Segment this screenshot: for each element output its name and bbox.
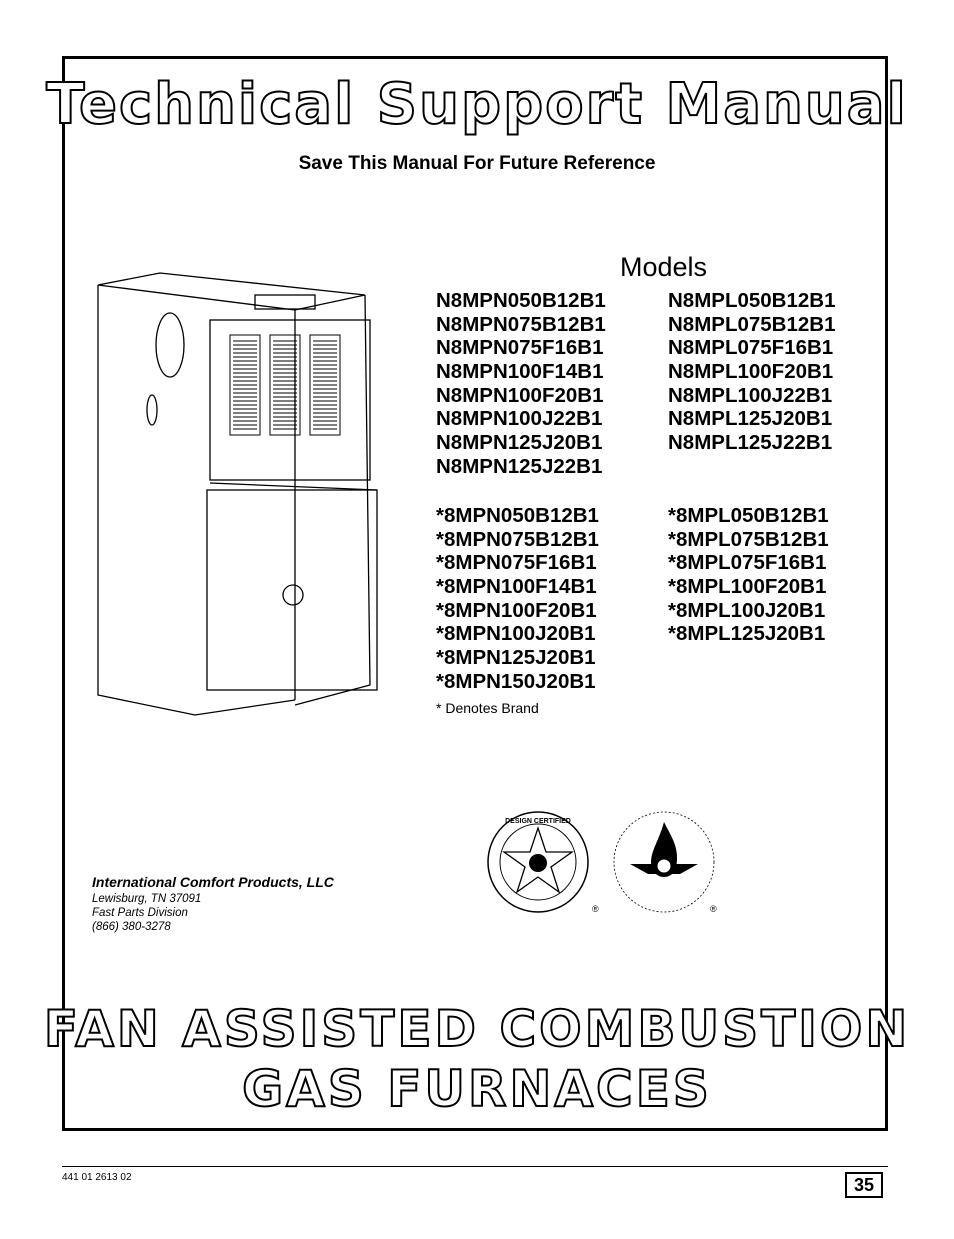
model-item: *8MPN125J20B1 (436, 646, 596, 670)
model-item: N8MPN075B12B1 (436, 312, 606, 336)
company-city: Lewisburg, TN 37091 (92, 893, 202, 905)
model-item: *8MPL075F16B1 (668, 551, 827, 575)
models-list-star-left (436, 504, 599, 694)
model-item: *8MPL050B12B1 (668, 504, 829, 527)
model-item: *8MPL100F20B1 (668, 575, 827, 599)
furnace-illustration (90, 265, 380, 725)
brand-note: * Denotes Brand (436, 700, 539, 716)
model-item: N8MPN100F14B1 (436, 360, 604, 384)
model-item: N8MPN125J22B1 (436, 454, 603, 478)
model-item: N8MPL050B12B1 (668, 289, 836, 312)
document-number: 441 01 2613 02 (62, 1172, 132, 1183)
model-item: *8MPN100F20B1 (436, 598, 597, 622)
models-list-n-right (668, 289, 836, 455)
model-item: N8MPN100J22B1 (436, 407, 603, 431)
flame-seal (610, 808, 720, 918)
bottom-title-line2: GAS FURNACES (242, 1060, 712, 1118)
company-name: International Comfort Products, LLC (92, 874, 334, 890)
model-item: *8MPN075F16B1 (436, 551, 597, 575)
model-item: *8MPN100F14B1 (436, 575, 597, 599)
registered-mark: ® (592, 904, 599, 914)
model-item: *8MPL100J20B1 (668, 598, 826, 622)
page-number: 35 (845, 1172, 883, 1198)
registered-mark: ® (710, 904, 717, 914)
model-item: *8MPL125J20B1 (668, 622, 826, 646)
design-certified-seal (482, 808, 602, 918)
seal-text: DESIGN CERTIFIED (505, 818, 571, 825)
models-heading: Models (620, 252, 708, 282)
page-title: Technical Support Manual (46, 72, 908, 137)
model-item: N8MPL075F16B1 (668, 336, 834, 360)
model-item: N8MPL100F20B1 (668, 360, 834, 384)
models-list-n-left (436, 289, 606, 479)
model-item: *8MPN050B12B1 (436, 504, 599, 527)
company-division: Fast Parts Division (92, 907, 188, 919)
model-item: N8MPL125J22B1 (668, 431, 833, 455)
model-item: *8MPN100J20B1 (436, 622, 596, 646)
model-item: N8MPL125J20B1 (668, 407, 833, 431)
model-item: *8MPN075B12B1 (436, 527, 599, 551)
model-item: *8MPN150J20B1 (436, 669, 596, 693)
footer-divider (62, 1166, 888, 1167)
model-item: N8MPL075B12B1 (668, 312, 836, 336)
model-item: N8MPL100J22B1 (668, 383, 833, 407)
model-item: N8MPN075F16B1 (436, 336, 604, 360)
company-phone: (866) 380-3278 (92, 921, 171, 933)
model-item: *8MPL075B12B1 (668, 527, 829, 551)
model-item: N8MPN100F20B1 (436, 383, 604, 407)
bottom-title-line1: FAN ASSISTED COMBUSTION (43, 1000, 911, 1058)
subtitle: Save This Manual For Future Reference (298, 153, 656, 174)
model-item: N8MPN050B12B1 (436, 289, 606, 312)
model-item: N8MPN125J20B1 (436, 431, 603, 455)
models-list-star-right (668, 504, 829, 646)
